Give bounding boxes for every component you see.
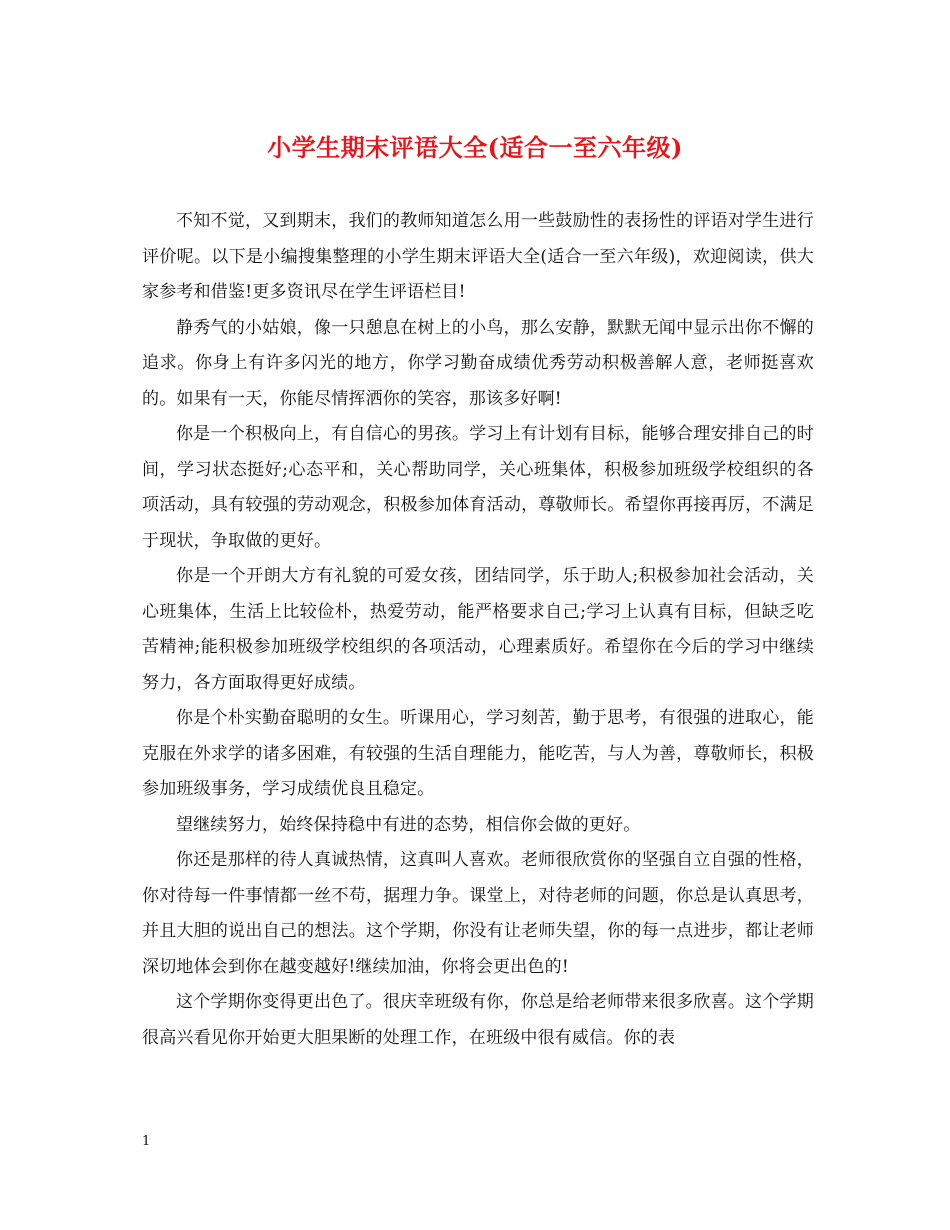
document-body: [142, 204, 814, 1056]
paragraph-comment-4: 你是个朴实勤奋聪明的女生。听课用心，学习刻苦，勤于思考，有很强的进取心，能克服在外求学的诸多困难，有较强的生活自理能力，能吃苦，与人为善，尊敬师长，积极参加班级事务，学习成绩优良且稳定。: [142, 708, 814, 799]
paragraph-comment-2: 你是一个积极向上，有自信心的男孩。学习上有计划有目标，能够合理安排自己的时间，学习状态挺好;心态平和，关心帮助同学，关心班集体，积极参加班级学校组织的各项活动，具有较强的劳动观念，积极参加体育活动，尊敬师长。希望你再接再厉，不满足于现状，争取做的更好。: [142, 424, 814, 551]
paragraph-comment-7: 这个学期你变得更出色了。很庆幸班级有你，你总是给老师带来很多欣喜。这个学期很高兴看见你开始更大胆果断的处理工作，在班级中很有威信。你的表: [142, 992, 814, 1048]
paragraph-comment-3: 你是一个开朗大方有礼貌的可爱女孩，团结同学，乐于助人;积极参加社会活动，关心班集体，生活上比较俭朴，热爱劳动，能严格要求自己;学习上认真有目标，但缺乏吃苦精神;能积极参加班级学校组织的各项活动，心理素质好。希望你在今后的学习中继续努力，各方面取得更好成绩。: [142, 566, 814, 693]
paragraph-comment-1: 静秀气的小姑娘，像一只憩息在树上的小鸟，那么安静，默默无闻中显示出你不懈的追求。你身上有许多闪光的地方，你学习勤奋成绩优秀劳动积极善解人意，老师挺喜欢的。如果有一天，你能尽情挥洒你的笑容，那该多好啊!: [142, 317, 814, 409]
paragraph-comment-5: 望继续努力，始终保持稳中有进的态势，相信你会做的更好。: [176, 814, 641, 835]
paragraph-intro: 不知不觉，又到期末，我们的教师知道怎么用一些鼓励性的表扬性的评语对学生进行评价呢。以下是小编搜集整理的小学生期末评语大全(适合一至六年级)，欢迎阅读，供大家参考和借鉴!更多资讯尽在学生评语栏目!: [142, 211, 814, 302]
paragraph-comment-6: 你还是那样的待人真诚热情，这真叫人喜欢。老师很欣赏你的坚强自立自强的性格，你对待每一件事情都一丝不苟，据理力争。课堂上，对待老师的问题，你总是认真思考，并且大胆的说出自己的想法。这个学期，你没有让老师失望，你的每一点进步，都让老师深切地体会到你在越变越好!继续加油，你将会更出色的!: [142, 850, 814, 977]
document-title: 小学生期末评语大全(适合一至六年级): [267, 133, 683, 162]
page-number: 1: [142, 1134, 151, 1149]
